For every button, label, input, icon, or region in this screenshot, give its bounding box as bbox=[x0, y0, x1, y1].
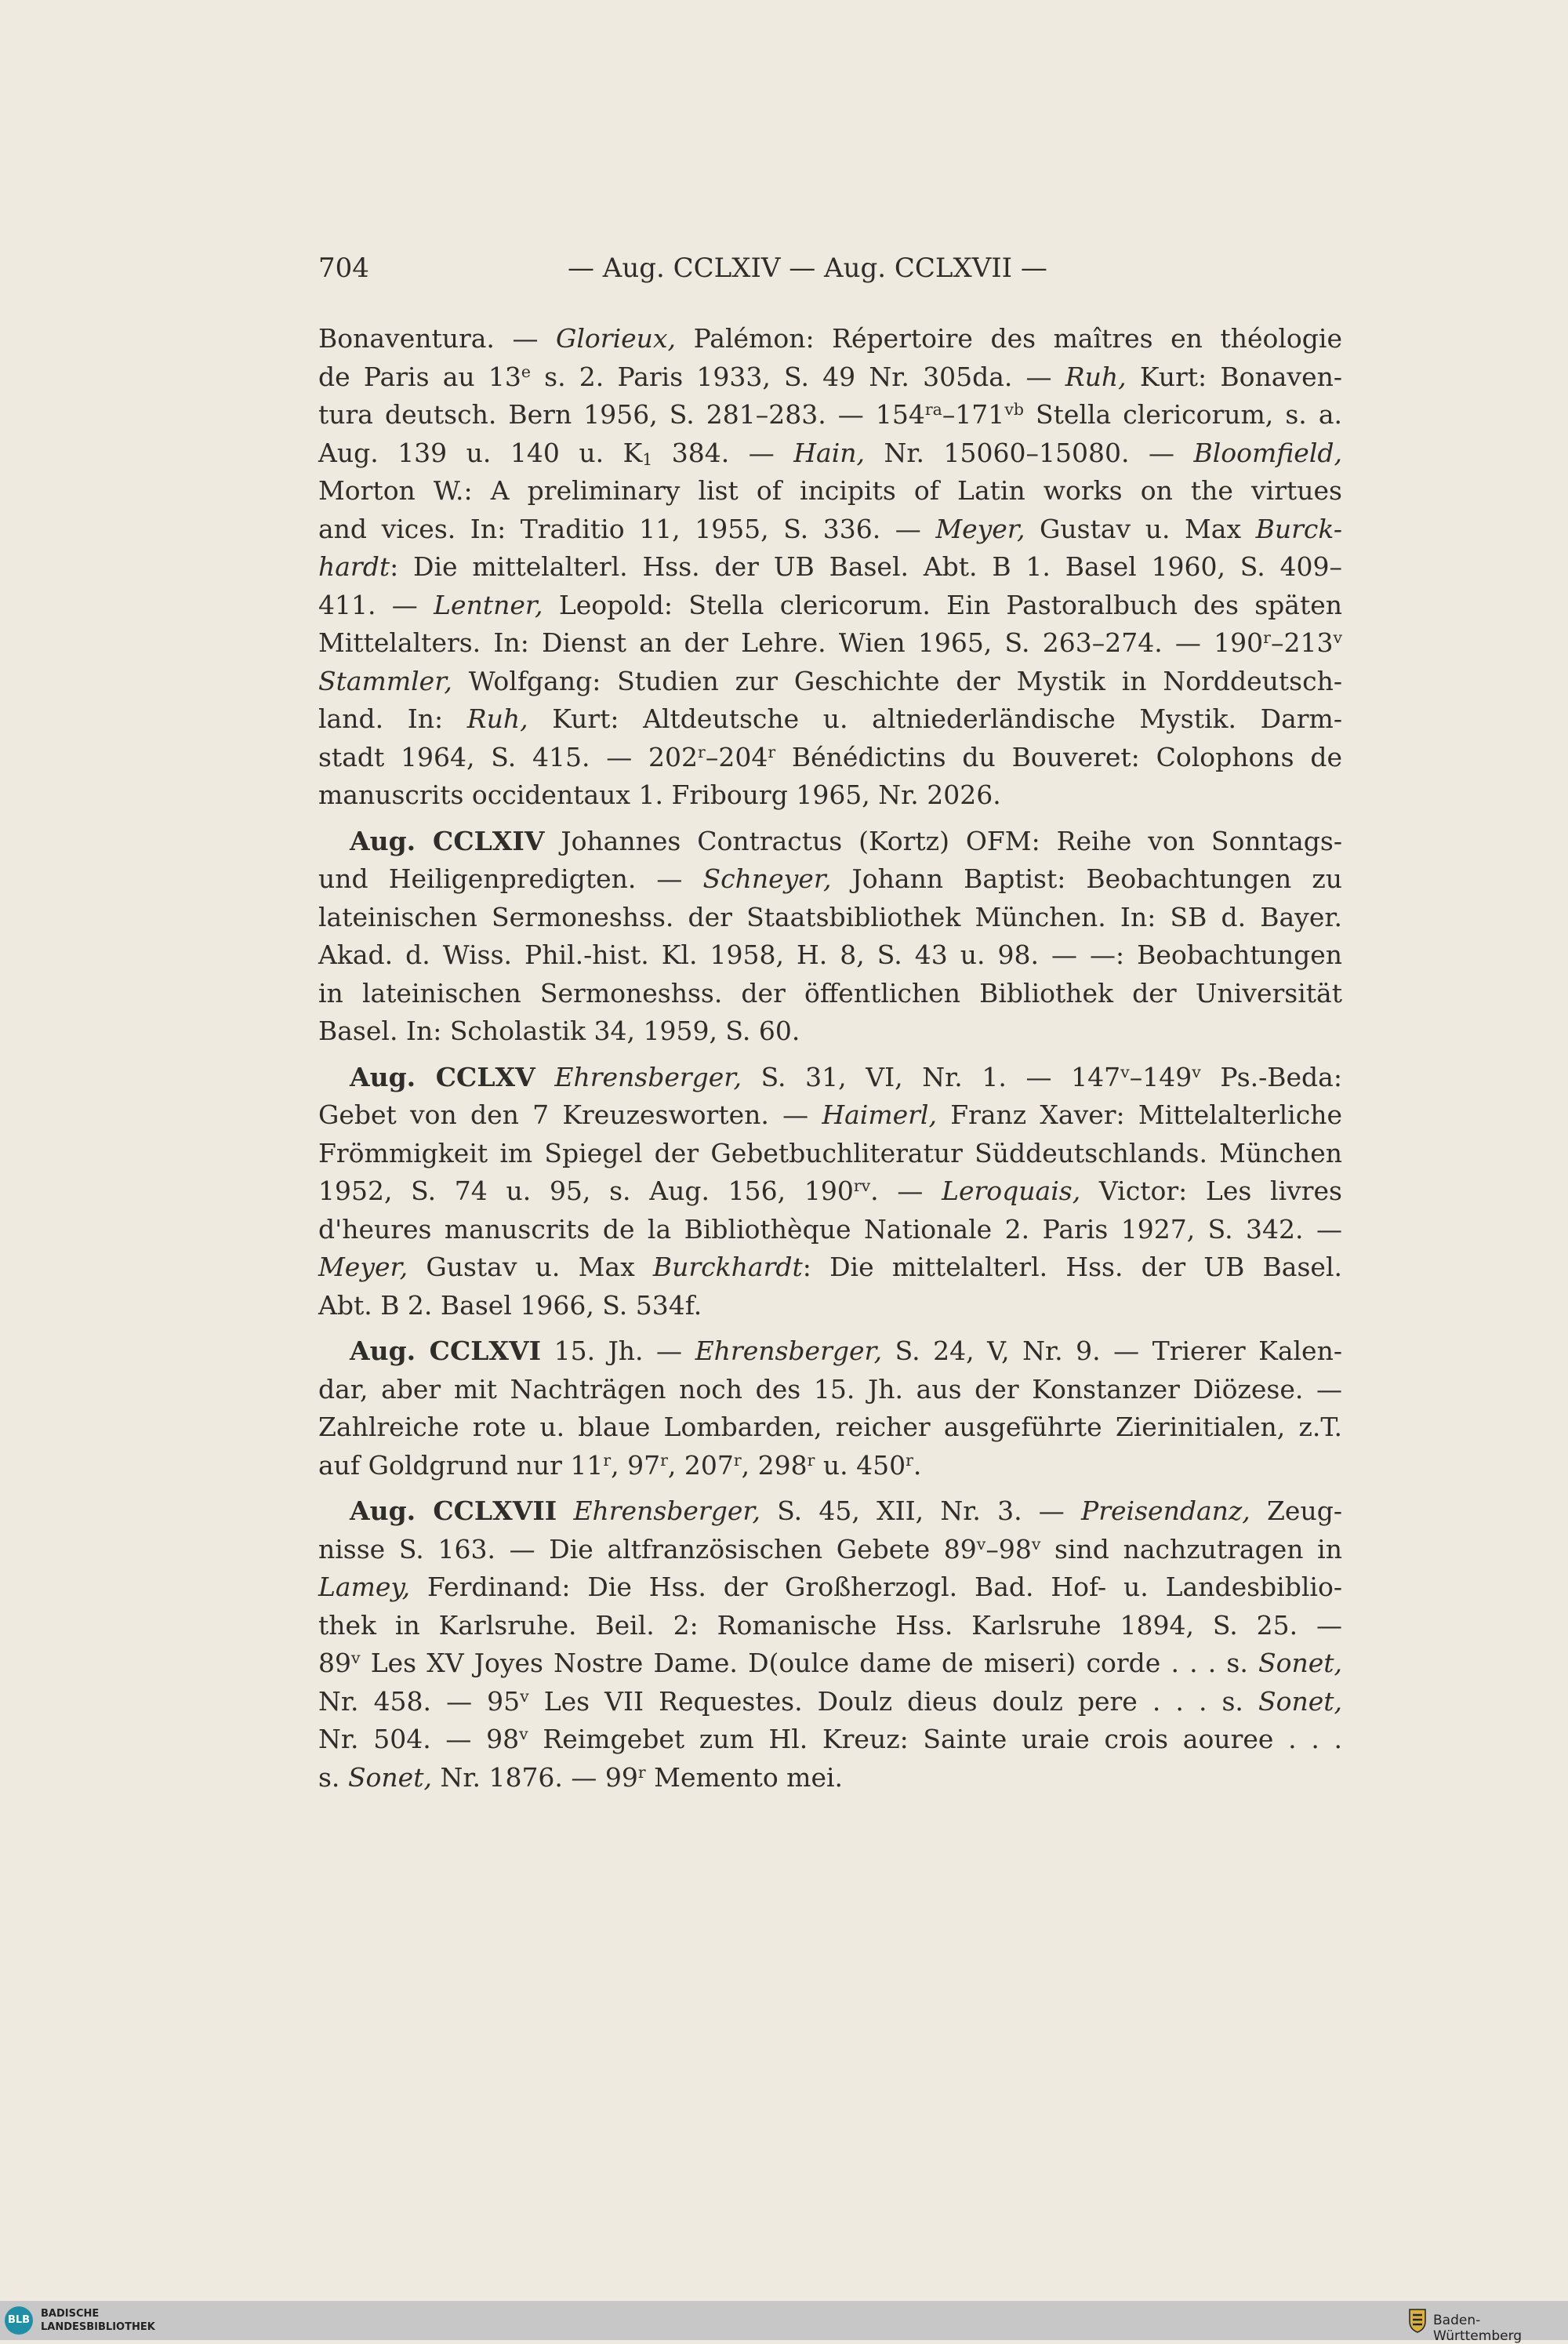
text-line: Frömmigkeit im Spiegel der Gebetbuchliteratur Süddeutschlands. München bbox=[318, 1137, 1342, 1168]
text-block bbox=[318, 320, 1342, 1797]
text-line: Basel. In: Scholastik 34, 1959, S. 60. bbox=[318, 1016, 800, 1046]
state-coat-of-arms-icon[interactable] bbox=[1407, 2307, 1428, 2334]
text-line: in lateinischen Sermoneshss. der öffentlichen Bibliothek der Universität bbox=[318, 977, 1342, 1008]
text-line: 1952, S. 74 u. 95, s. Aug. 156, $190^{rv}$. — Leroquais, Victor: Les livres bbox=[318, 1176, 1342, 1206]
text-line: de Paris au 13e s. 2. Paris 1933, S. 49 Nr. 305da. — Ruh, Kurt: Bonaven- bbox=[318, 361, 1343, 392]
text-line: Lamey, Ferdinand: Die Hss. der Großherzogl. Bad. Hof- u. Landesbiblio- bbox=[318, 1572, 1342, 1602]
text-line: Aug. CCLXVI 15. Jh. — Ehrensberger, S. 24, V, Nr. 9. — Trierer Kalen- bbox=[350, 1336, 1342, 1366]
text-line: Morton W.: A preliminary list of incipits of Latin works on the virtues bbox=[318, 475, 1342, 506]
text-line: Akad. d. Wiss. Phil.-hist. Kl. 1958, H. 8, S. 43 u. 98. — —: Beobachtungen bbox=[318, 939, 1342, 970]
text-line: land. In: Ruh, Kurt: Altdeutsche u. altniederländische Mystik. Darm- bbox=[318, 703, 1342, 734]
page-header bbox=[318, 253, 1345, 292]
text-line: Nr. 458. — 95$^v$ Les VII Requestes. Doulz dieus doulz pere . . . s. Sonet, bbox=[318, 1685, 1342, 1717]
text-line: manuscrits occidentaux 1. Fribourg 1965, Nr. 2026. bbox=[318, 780, 1001, 810]
entry-aug-cclxiv bbox=[318, 823, 1342, 1051]
text-line: s. Sonet, Nr. 1876. — 99$^r$ Memento mei. bbox=[318, 1761, 844, 1793]
text-line: and vices. In: Traditio 11, 1955, S. 336. — Meyer, Gustav u. Max Burck- bbox=[318, 513, 1342, 544]
library-name[interactable]: BADISCHE LANDESBIBLIOTHEK bbox=[41, 2308, 155, 2333]
blb-logo-icon[interactable]: BLB bbox=[5, 2306, 33, 2335]
entry-aug-cclxvi bbox=[318, 1332, 1342, 1485]
text-line: Mittelalters. In: Dienst an der Lehre. Wien 1965, S. 263–274. — 190$^r$–213$^v$ bbox=[318, 627, 1342, 658]
entry-aug-cclxvii bbox=[318, 1492, 1342, 1797]
text-line: 89$^v$ Les XV Joyes Nostre Dame. D(oulce dame de miseri) corde . . . s. Sonet, bbox=[318, 1648, 1342, 1678]
text-line: d'heures manuscrits de la Bibliothèque Nationale 2. Paris 1927, S. 342. — bbox=[318, 1213, 1342, 1245]
text-line: nisse S. 163. — Die altfranzösischen Gebete 89$^v$–98$^v$ sind nachzutragen in bbox=[318, 1533, 1342, 1564]
footer-bar bbox=[0, 2301, 1568, 2344]
entry-siglum: Aug. CCLXV bbox=[350, 1061, 535, 1092]
text-line: Abt. B 2. Basel 1966, S. 534f. bbox=[318, 1289, 702, 1321]
text-line: Meyer, Gustav u. Max Burckhardt: Die mittelalterl. Hss. der UB Basel. bbox=[318, 1252, 1342, 1282]
text-line: Aug. CCLXVII Ehrensberger, S. 45, XII, Nr. 3. — Preisendanz, Zeug- bbox=[350, 1495, 1342, 1526]
text-line: thek in Karlsruhe. Beil. 2: Romanische Hss. Karlsruhe 1894, S. 25. — bbox=[318, 1609, 1342, 1641]
text-line: hardt: Die mittelalterl. Hss. der UB Basel. Abt. B 1. Basel 1960, S. 409– bbox=[318, 551, 1342, 582]
entry-siglum: Aug. CCLXVII bbox=[350, 1495, 557, 1526]
text-line: Zahlreiche rote u. blaue Lombarden, reicher ausgeführte Zierinitialen, z.T. bbox=[318, 1412, 1342, 1442]
text-line: Aug. 139 u. 140 u. $K_1$ 384. — Hain, Nr. 15060–15080. — Bloomfield, bbox=[318, 437, 1342, 469]
text-line: Gebet von den 7 Kreuzesworten. — Haimerl, Franz Xaver: Mittelalterliche bbox=[318, 1099, 1342, 1130]
text-line: 411. — Lentner, Leopold: Stella clericorum. Ein Pastoralbuch des späten bbox=[318, 589, 1342, 620]
text-line: stadt 1964, S. 415. — 202$^r$–204$^r$ Bénédictins du Bouveret: Colophons de bbox=[318, 741, 1342, 772]
text-line: Stammler, Wolfgang: Studien zur Geschichte der Mystik in Norddeutsch- bbox=[318, 665, 1342, 696]
state-name[interactable]: Baden-Württemberg bbox=[1433, 2313, 1523, 2344]
text-line: Bonaventura. — Glorieux, Palémon: Répertoire des maîtres en théologie bbox=[318, 323, 1342, 354]
text-line: und Heiligenpredigten. — Schneyer, Johann Baptist: Beobachtungen zu bbox=[318, 863, 1342, 894]
entry-aug-cclxv bbox=[318, 1059, 1342, 1325]
text-line: lateinischen Sermoneshss. der Staatsbibliothek München. In: SB d. Bayer. bbox=[318, 901, 1342, 932]
text-line: Nr. 504. — 98$^v$ Reimgebet zum Hl. Kreuz: Sainte uraie crois aouree . . . bbox=[318, 1724, 1342, 1754]
text-line: auf Goldgrund nur 11$^r$, 97$^r$, 207$^r$, 298$^r$ u. 450$^r$. bbox=[318, 1449, 922, 1481]
running-head: — Aug. CCLXIV — Aug. CCLXVII — bbox=[568, 253, 1047, 284]
text-line: Aug. CCLXV Ehrensberger, S. 31, VI, Nr. 1. — 147$^v$–149$^v$ Ps.-Beda: bbox=[350, 1061, 1342, 1092]
entry-siglum: Aug. CCLXVI bbox=[350, 1336, 542, 1366]
entry-siglum: Aug. CCLXIV bbox=[350, 825, 545, 856]
text-line: Aug. CCLXIV Johannes Contractus (Kortz) OFM: Reihe von Sonntags- bbox=[350, 825, 1342, 856]
text-line: dar, aber mit Nachträgen noch des 15. Jh. aus der Konstanzer Diözese. — bbox=[318, 1373, 1342, 1405]
page-number: 704 bbox=[318, 253, 369, 284]
entry-continuation bbox=[318, 320, 1342, 815]
text-line: tura deutsch. Bern 1956, S. 281–283. — $154^{ra}-171^{vb}$ Stella clericorum, s. a. bbox=[318, 399, 1342, 430]
